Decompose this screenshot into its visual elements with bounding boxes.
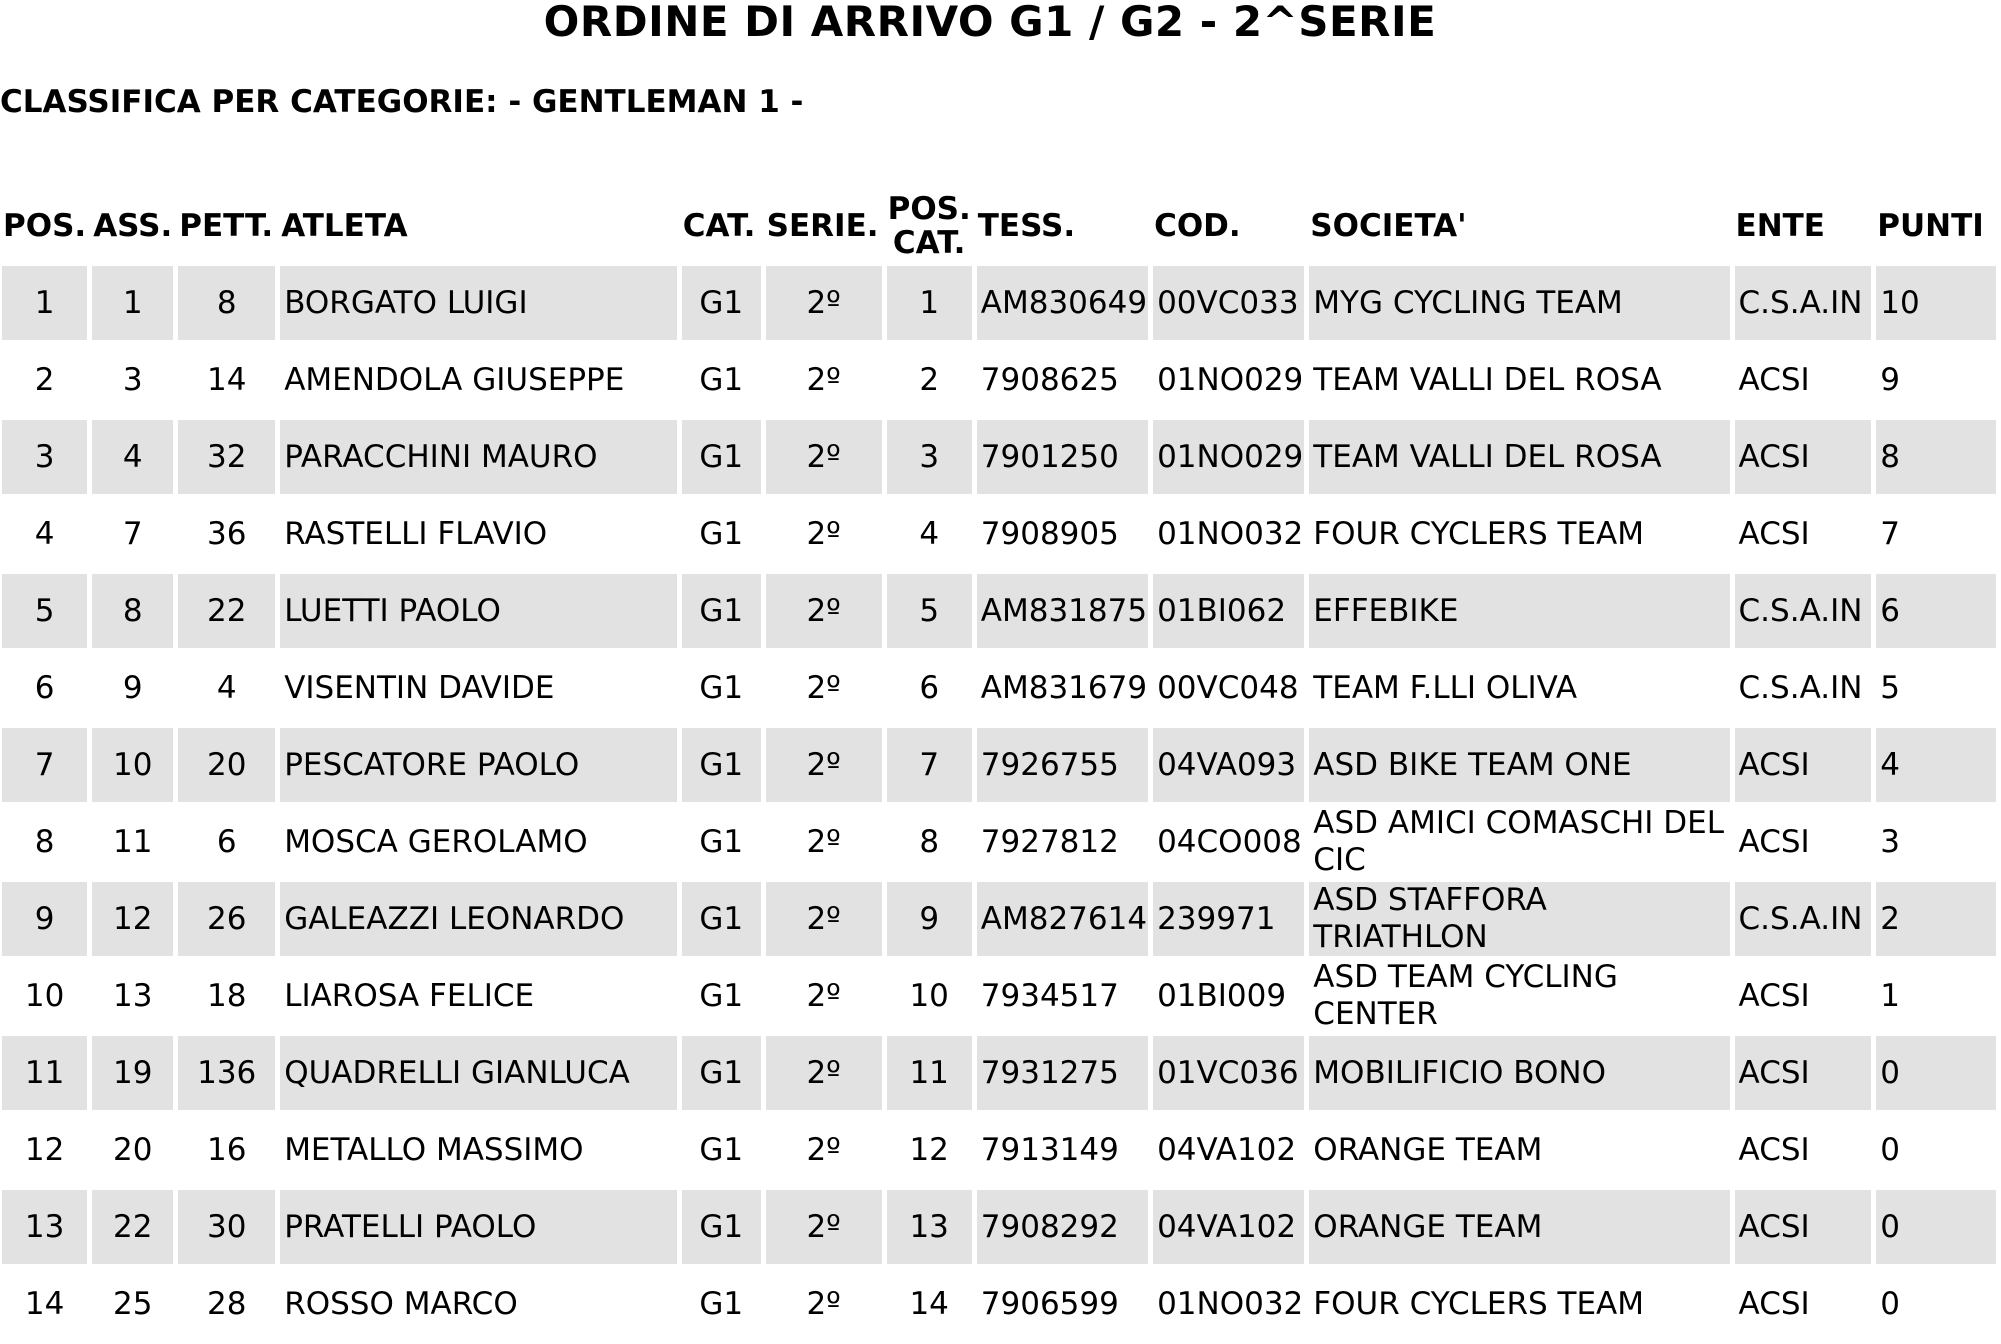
cell-cat: G1 bbox=[682, 420, 761, 494]
table-row bbox=[2, 1267, 1996, 1341]
cell-cat: G1 bbox=[682, 1036, 761, 1110]
cell-atleta: MOSCA GEROLAMO bbox=[284, 823, 588, 860]
cell-societa: ASD BIKE TEAM ONE bbox=[1309, 728, 1729, 802]
cell-punti: 4 bbox=[1876, 728, 1996, 802]
cell-cod: 01BI062 bbox=[1153, 574, 1304, 648]
cell-ass: 3 bbox=[122, 361, 143, 398]
cell-pos: 7 bbox=[2, 728, 87, 802]
cell-pos: 6 bbox=[34, 669, 55, 706]
cell-serie: 2º bbox=[766, 266, 882, 340]
header-cod: COD. bbox=[1154, 208, 1241, 244]
cell-poscat: 3 bbox=[887, 420, 972, 494]
cell-tess: 7906599 bbox=[980, 1285, 1119, 1322]
cell-ass: 19 bbox=[92, 1036, 173, 1110]
header-pett: PETT. bbox=[179, 208, 274, 244]
cell-poscat: 5 bbox=[887, 574, 972, 648]
cell-atleta: BORGATO LUIGI bbox=[280, 266, 677, 340]
cell-atleta: METALLO MASSIMO bbox=[284, 1131, 584, 1168]
cell-societa: TEAM VALLI DEL ROSA bbox=[1309, 420, 1729, 494]
cell-serie: 2º bbox=[806, 669, 841, 706]
table-row bbox=[2, 805, 1996, 879]
cell-societa: ORANGE TEAM bbox=[1309, 1190, 1729, 1264]
cell-punti: 0 bbox=[1880, 1131, 1901, 1168]
cell-cat: G1 bbox=[699, 823, 744, 860]
cell-cat: G1 bbox=[682, 882, 761, 956]
cell-poscat: 8 bbox=[919, 823, 940, 860]
cell-pos: 11 bbox=[2, 1036, 87, 1110]
cell-punti: 5 bbox=[1880, 669, 1901, 706]
header-pos-cat bbox=[887, 189, 972, 263]
header-atleta: ATLETA bbox=[281, 208, 408, 244]
cell-pos: 8 bbox=[34, 823, 55, 860]
cell-pos: 5 bbox=[2, 574, 87, 648]
cell-cat: G1 bbox=[682, 574, 761, 648]
cell-poscat: 9 bbox=[887, 882, 972, 956]
cell-pos: 9 bbox=[2, 882, 87, 956]
cell-ente: ACSI bbox=[1738, 1131, 1810, 1168]
cell-ente: ACSI bbox=[1738, 977, 1810, 1014]
cell-pett: 8 bbox=[178, 266, 275, 340]
header-ente: ENTE bbox=[1735, 208, 1825, 244]
cell-tess: 7926755 bbox=[977, 728, 1148, 802]
cell-punti: 7 bbox=[1880, 515, 1901, 552]
cell-ente: ACSI bbox=[1735, 1036, 1872, 1110]
cell-cat: G1 bbox=[682, 728, 761, 802]
cell-societa: TEAM F.LLI OLIVA bbox=[1313, 669, 1578, 706]
cell-atleta: ROSSO MARCO bbox=[284, 1285, 518, 1322]
cell-societa: MYG CYCLING TEAM bbox=[1309, 266, 1729, 340]
cell-atleta: RASTELLI FLAVIO bbox=[284, 515, 548, 552]
cell-pett: 6 bbox=[216, 823, 237, 860]
cell-ente: C.S.A.IN bbox=[1735, 882, 1872, 956]
cell-ass: 11 bbox=[112, 823, 153, 860]
table-row bbox=[2, 420, 1996, 494]
cell-atleta: GALEAZZI LEONARDO bbox=[280, 882, 677, 956]
cell-ass: 8 bbox=[92, 574, 173, 648]
cell-cod: 00VC033 bbox=[1153, 266, 1304, 340]
cell-atleta: VISENTIN DAVIDE bbox=[284, 669, 555, 706]
cell-ass: 1 bbox=[92, 266, 173, 340]
cell-atleta: QUADRELLI GIANLUCA bbox=[280, 1036, 677, 1110]
cell-poscat: 12 bbox=[909, 1131, 949, 1168]
cell-pett: 36 bbox=[206, 515, 247, 552]
cell-punti: 3 bbox=[1880, 823, 1901, 860]
cell-pos: 1 bbox=[2, 266, 87, 340]
cell-tess: 7931275 bbox=[977, 1036, 1148, 1110]
cell-societa: FOUR CYCLERS TEAM bbox=[1313, 1285, 1645, 1322]
cell-ass: 13 bbox=[112, 977, 153, 1014]
cell-poscat: 11 bbox=[887, 1036, 972, 1110]
table-row bbox=[2, 728, 1996, 802]
cell-poscat: 7 bbox=[887, 728, 972, 802]
cell-tess: 7913149 bbox=[980, 1131, 1119, 1168]
cell-cat: G1 bbox=[682, 1190, 761, 1264]
cell-atleta: AMENDOLA GIUSEPPE bbox=[284, 361, 625, 398]
cell-tess: 7901250 bbox=[977, 420, 1148, 494]
cell-serie: 2º bbox=[806, 823, 841, 860]
cell-atleta: PRATELLI PAOLO bbox=[280, 1190, 677, 1264]
table-row bbox=[2, 266, 1996, 340]
cell-pett: 22 bbox=[178, 574, 275, 648]
cell-punti: 6 bbox=[1876, 574, 1996, 648]
header-pos-cat-line2: CAT. bbox=[892, 225, 966, 261]
cell-poscat: 2 bbox=[919, 361, 940, 398]
cell-punti: 10 bbox=[1876, 266, 1996, 340]
cell-cod: 01NO032 bbox=[1157, 515, 1304, 552]
cell-ass: 20 bbox=[112, 1131, 153, 1168]
cell-serie: 2º bbox=[806, 977, 841, 1014]
cell-cod: 04VA093 bbox=[1153, 728, 1304, 802]
cell-cat: G1 bbox=[699, 669, 744, 706]
cell-ass: 4 bbox=[92, 420, 173, 494]
cell-serie: 2º bbox=[766, 420, 882, 494]
cell-cat: G1 bbox=[699, 1131, 744, 1168]
cell-tess: 7927812 bbox=[980, 823, 1119, 860]
cell-cod: 01NO029 bbox=[1153, 420, 1304, 494]
cell-tess: 7908625 bbox=[980, 361, 1119, 398]
cell-ente: C.S.A.IN bbox=[1735, 574, 1872, 648]
cell-punti: 0 bbox=[1880, 1285, 1901, 1322]
cell-pett: 20 bbox=[178, 728, 275, 802]
cell-cat: G1 bbox=[699, 515, 744, 552]
header-cat: CAT. bbox=[682, 208, 756, 244]
cell-cod: 04VA102 bbox=[1153, 1190, 1304, 1264]
header-serie: SERIE. bbox=[766, 208, 879, 244]
cell-pett: 26 bbox=[178, 882, 275, 956]
cell-pos: 13 bbox=[2, 1190, 87, 1264]
table-row bbox=[2, 1113, 1996, 1187]
cell-poscat: 4 bbox=[919, 515, 940, 552]
cell-cod: 01NO029 bbox=[1157, 361, 1304, 398]
cell-tess: 7908292 bbox=[977, 1190, 1148, 1264]
cell-ente: ACSI bbox=[1735, 420, 1872, 494]
table-row bbox=[2, 574, 1996, 648]
table-header-row bbox=[2, 189, 1996, 263]
table-row bbox=[2, 497, 1996, 571]
cell-pos: 4 bbox=[34, 515, 55, 552]
results-table bbox=[0, 186, 2001, 1344]
cell-pett: 18 bbox=[206, 977, 247, 1014]
cell-tess: 7934517 bbox=[980, 977, 1119, 1014]
cell-poscat: 1 bbox=[887, 266, 972, 340]
table-row bbox=[2, 343, 1996, 417]
category-subtitle: CLASSIFICA PER CATEGORIE: - GENTLEMAN 1 - bbox=[0, 84, 804, 120]
cell-pett: 28 bbox=[206, 1285, 247, 1322]
cell-punti: 2 bbox=[1876, 882, 1996, 956]
cell-tess: AM827614 bbox=[977, 882, 1148, 956]
cell-ass: 10 bbox=[92, 728, 173, 802]
cell-ass: 9 bbox=[122, 669, 143, 706]
cell-serie: 2º bbox=[766, 1190, 882, 1264]
cell-ente: ACSI bbox=[1735, 1190, 1872, 1264]
cell-ente: ACSI bbox=[1735, 728, 1872, 802]
cell-ass: 25 bbox=[112, 1285, 153, 1322]
header-societa: SOCIETA' bbox=[1310, 208, 1467, 244]
cell-pett: 30 bbox=[178, 1190, 275, 1264]
cell-ente: ACSI bbox=[1738, 823, 1810, 860]
cell-cod: 00VC048 bbox=[1157, 669, 1299, 706]
cell-serie: 2º bbox=[766, 574, 882, 648]
cell-cat: G1 bbox=[699, 977, 744, 1014]
cell-serie: 2º bbox=[806, 515, 841, 552]
cell-punti: 0 bbox=[1876, 1190, 1996, 1264]
cell-ente: C.S.A.IN bbox=[1738, 669, 1863, 706]
cell-pett: 32 bbox=[178, 420, 275, 494]
cell-atleta: LIAROSA FELICE bbox=[284, 977, 535, 1014]
cell-ass: 22 bbox=[92, 1190, 173, 1264]
header-pos: POS. bbox=[3, 208, 87, 244]
header-pos-cat-line1: POS. bbox=[887, 191, 971, 227]
table-row bbox=[2, 1190, 1996, 1264]
cell-societa: ORANGE TEAM bbox=[1313, 1131, 1543, 1168]
cell-pos: 14 bbox=[24, 1285, 65, 1322]
cell-societa: ASD AMICI COMASCHI DEL CIC bbox=[1313, 805, 1725, 878]
header-ass: ASS. bbox=[93, 208, 173, 244]
cell-serie: 2º bbox=[766, 882, 882, 956]
cell-cat: G1 bbox=[699, 361, 744, 398]
cell-serie: 2º bbox=[806, 1285, 841, 1322]
cell-serie: 2º bbox=[766, 728, 882, 802]
cell-pett: 4 bbox=[216, 669, 237, 706]
table-row bbox=[2, 1036, 1996, 1110]
header-punti: PUNTI bbox=[1877, 208, 1984, 244]
cell-punti: 1 bbox=[1880, 977, 1901, 1014]
cell-societa: MOBILIFICIO BONO bbox=[1309, 1036, 1729, 1110]
cell-poscat: 13 bbox=[887, 1190, 972, 1264]
cell-poscat: 14 bbox=[909, 1285, 949, 1322]
page-title: ORDINE DI ARRIVO G1 / G2 - 2^SERIE bbox=[543, 0, 1437, 46]
cell-ass: 12 bbox=[92, 882, 173, 956]
table-row bbox=[2, 882, 1996, 956]
cell-serie: 2º bbox=[806, 361, 841, 398]
cell-serie: 2º bbox=[766, 1036, 882, 1110]
cell-ente: ACSI bbox=[1738, 361, 1810, 398]
cell-cod: 01NO032 bbox=[1157, 1285, 1304, 1322]
cell-poscat: 10 bbox=[909, 977, 949, 1014]
table-row bbox=[2, 651, 1996, 725]
cell-serie: 2º bbox=[806, 1131, 841, 1168]
cell-cat: G1 bbox=[699, 1285, 744, 1322]
cell-pett: 16 bbox=[206, 1131, 247, 1168]
cell-tess: 7908905 bbox=[980, 515, 1119, 552]
cell-ente: ACSI bbox=[1738, 515, 1810, 552]
cell-tess: AM830649 bbox=[977, 266, 1148, 340]
cell-cod: 04VA102 bbox=[1157, 1131, 1297, 1168]
cell-societa: ASD TEAM CYCLING CENTER bbox=[1313, 959, 1618, 1032]
cell-pett: 136 bbox=[178, 1036, 275, 1110]
cell-tess: AM831679 bbox=[980, 669, 1148, 706]
cell-pos: 12 bbox=[24, 1131, 65, 1168]
cell-pos: 3 bbox=[2, 420, 87, 494]
table-row bbox=[2, 959, 1996, 1033]
cell-pos: 10 bbox=[24, 977, 65, 1014]
cell-punti: 9 bbox=[1880, 361, 1901, 398]
cell-ass: 7 bbox=[122, 515, 143, 552]
cell-atleta: PARACCHINI MAURO bbox=[280, 420, 677, 494]
cell-punti: 8 bbox=[1876, 420, 1996, 494]
header-tess: TESS. bbox=[977, 208, 1076, 244]
cell-atleta: PESCATORE PAOLO bbox=[280, 728, 677, 802]
cell-societa: TEAM VALLI DEL ROSA bbox=[1313, 361, 1662, 398]
cell-cod: 04CO008 bbox=[1157, 823, 1302, 860]
cell-punti: 0 bbox=[1876, 1036, 1996, 1110]
cell-cat: G1 bbox=[682, 266, 761, 340]
cell-cod: 01VC036 bbox=[1153, 1036, 1304, 1110]
cell-tess: AM831875 bbox=[977, 574, 1148, 648]
cell-societa: ASD STAFFORA TRIATHLON bbox=[1309, 882, 1729, 956]
cell-atleta: LUETTI PAOLO bbox=[280, 574, 677, 648]
cell-poscat: 6 bbox=[919, 669, 940, 706]
cell-societa: FOUR CYCLERS TEAM bbox=[1313, 515, 1645, 552]
cell-cod: 01BI009 bbox=[1157, 977, 1287, 1014]
cell-cod: 239971 bbox=[1153, 882, 1304, 956]
cell-ente: C.S.A.IN bbox=[1735, 266, 1872, 340]
cell-societa: EFFEBIKE bbox=[1309, 574, 1729, 648]
cell-pett: 14 bbox=[206, 361, 247, 398]
cell-ente: ACSI bbox=[1738, 1285, 1810, 1322]
cell-pos: 2 bbox=[34, 361, 55, 398]
